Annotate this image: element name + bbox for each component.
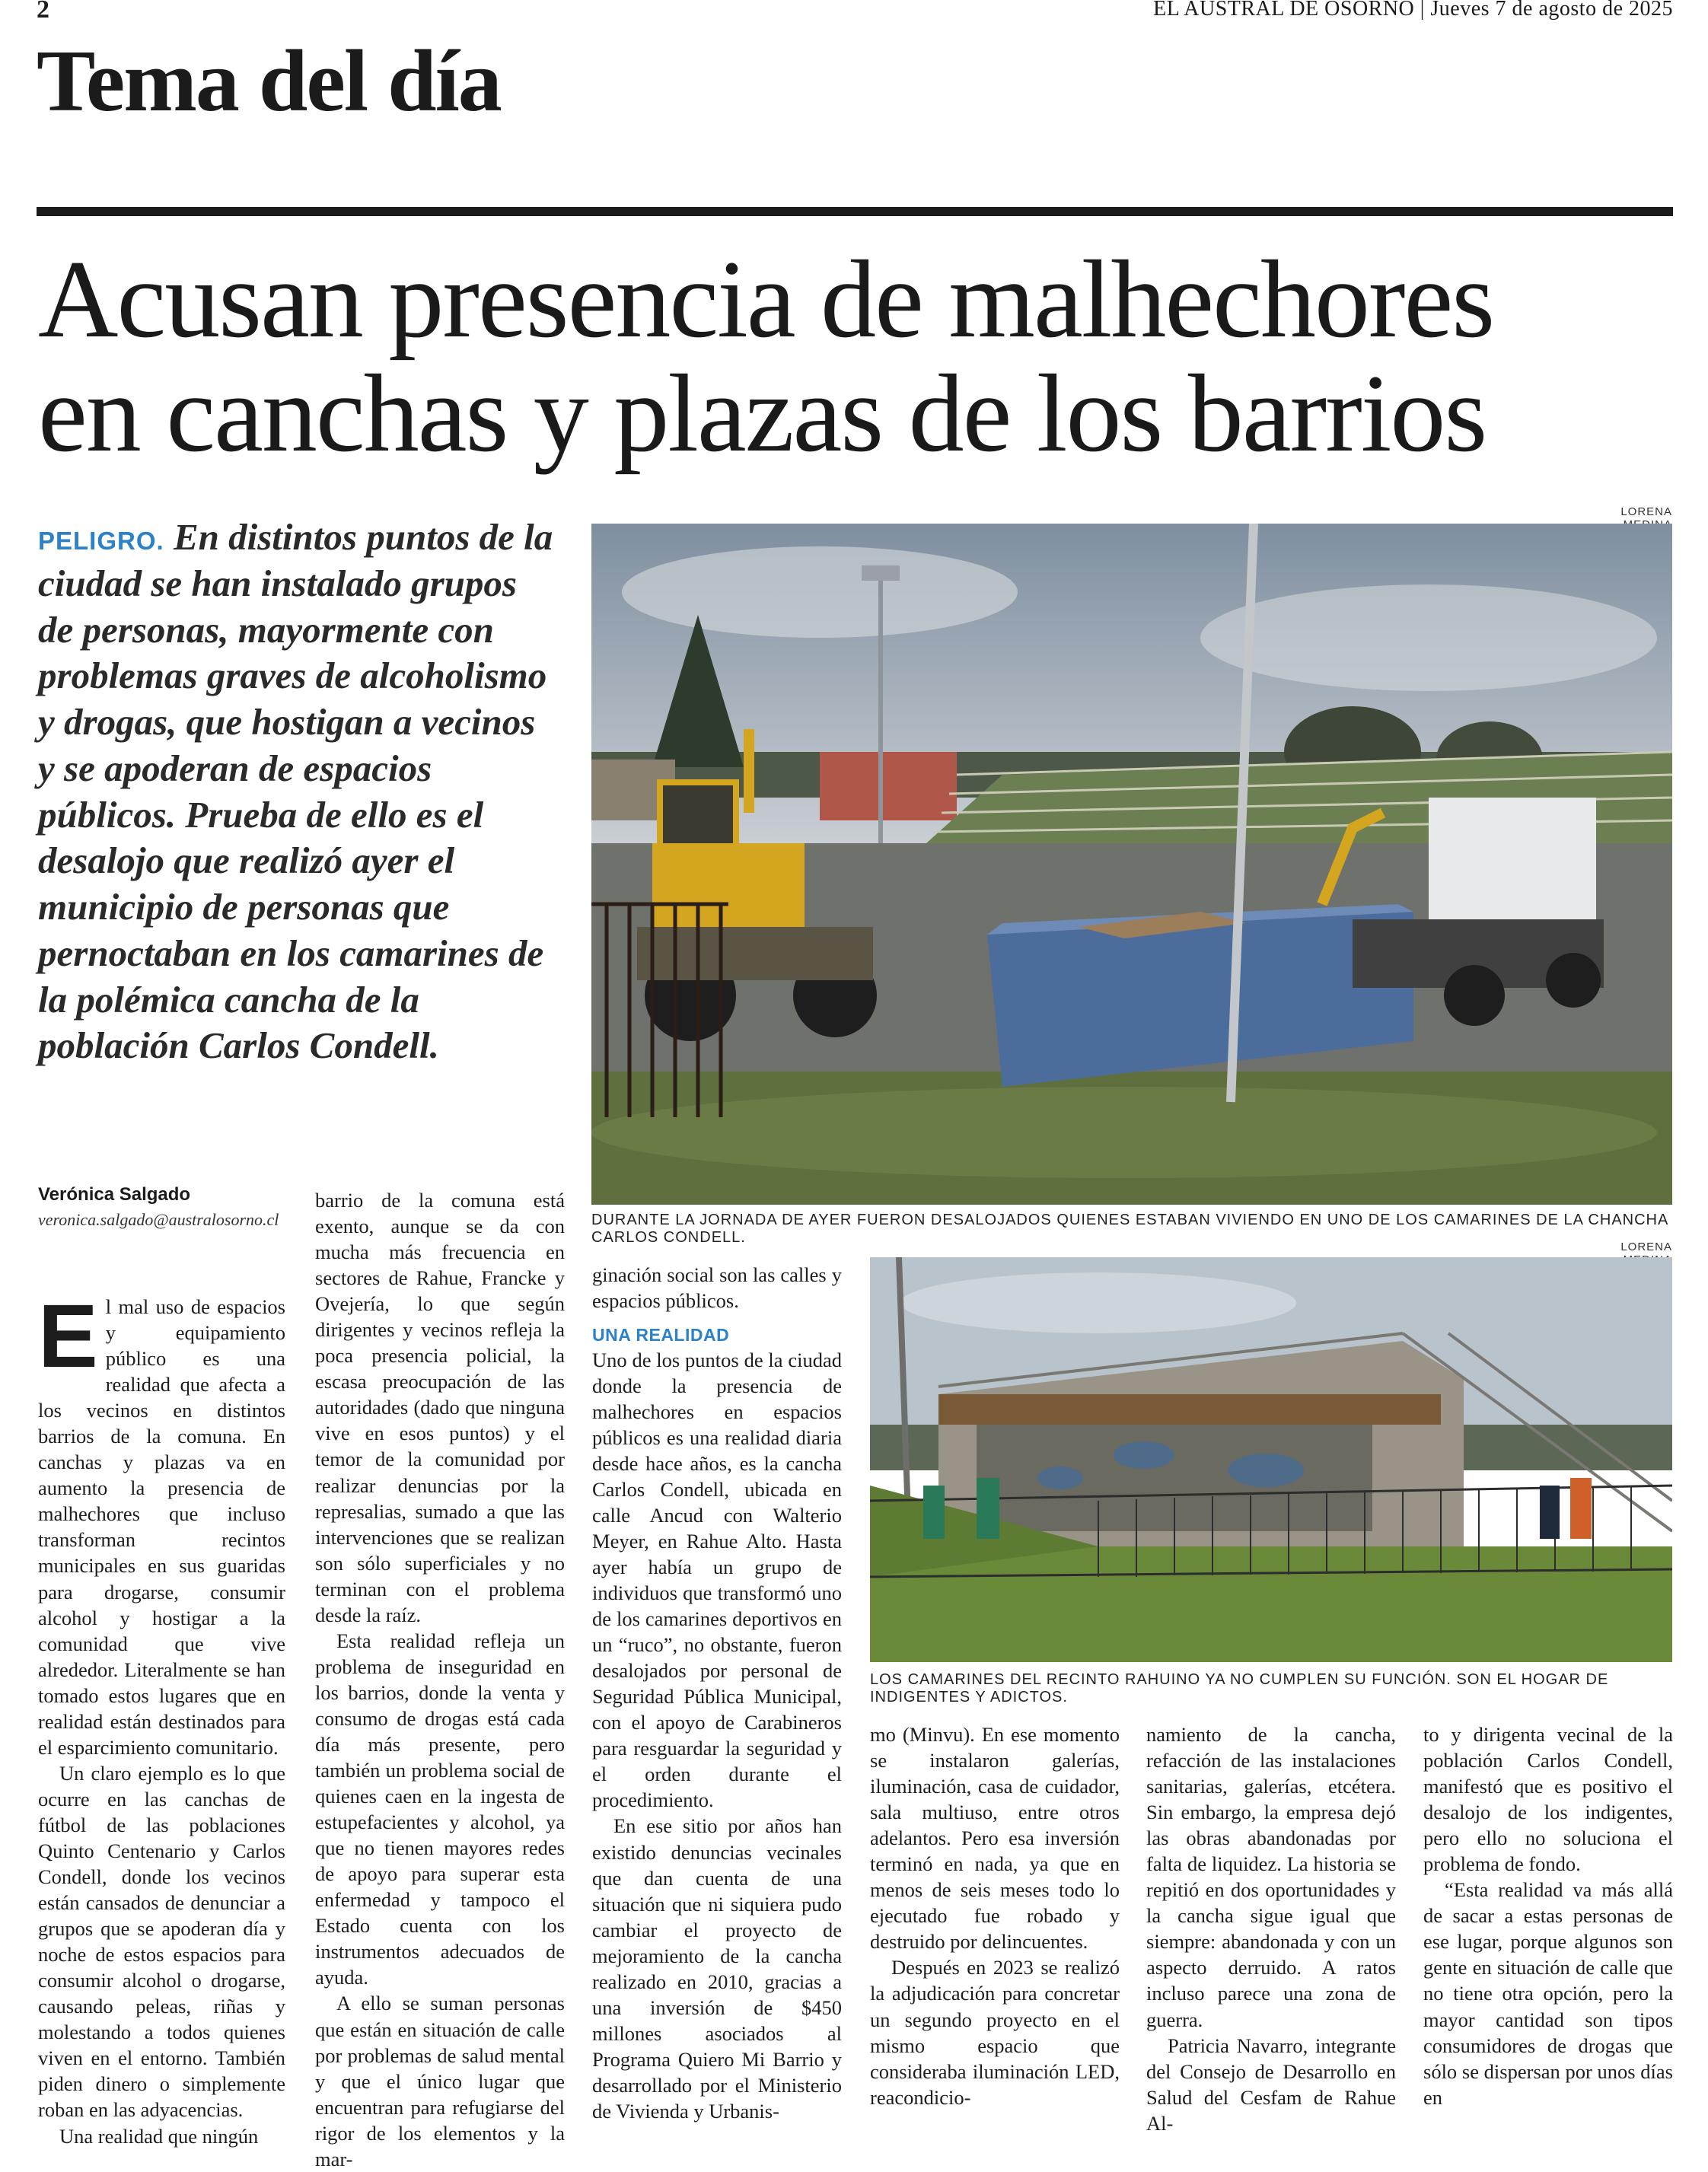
paragraph: ginación social son las calles y espacios públicos. bbox=[592, 1263, 842, 1313]
author-email: veronica.salgado@australosorno.cl bbox=[38, 1210, 279, 1229]
paragraph: Un claro ejemplo es lo que ocurre en las canchas de fútbol de las poblaciones Quinto Centenario y Carlos Condell, donde los vecinos están cansados de denunciar a grupos que se apoderan día y noche de estos espacios para consumir alcohol o drogarse, causando peleas, riñas y molestando a todos quienes viven en el entorno. También piden dinero o simplemente roban en las adyacencias. bbox=[38, 1761, 285, 2122]
page-number: 2 bbox=[37, 0, 49, 24]
body-column-3 bbox=[592, 1262, 842, 2124]
author-name: Verónica Salgado bbox=[38, 1184, 191, 1205]
body-column-1 bbox=[38, 1286, 285, 2149]
headline-line-2: en canchas y plazas de los barrios bbox=[38, 352, 1487, 476]
masthead bbox=[1153, 0, 1673, 21]
photo-field-demolition bbox=[591, 524, 1672, 1205]
photo-caption-2: LOS CAMARINES DEL RECINTO RAHUINO YA NO CUMPLEN SU FUNCIÓN. SON EL HOGAR DE INDIGENTES Y ADICTOS. bbox=[870, 1671, 1609, 1705]
paragraph: barrio de la comuna está exento, aunque se da con mucha más frecuencia en sectores de Rahue, Francke y Ovejería, lo que según dirigentes y vecinos refleja la poca presencia policial, la escasa preocupación de las autoridades (dado que ninguna vive en esos puntos) y el temor de la comunidad por realizar denuncias por la represalias, sumado a que las intervenciones que se realizan son sólo superficiales y no terminan con el problema desde la raíz. bbox=[315, 1189, 565, 1626]
body-column-6 bbox=[1423, 1721, 1673, 2110]
paragraph: Uno de los puntos de la ciudad donde la presencia de malhechores en espacios públicos es una realidad diaria desde hace años, es la cancha Carlos Condell, ubicada en calle Ancud con Walterio Meyer, en Rahue Alto. Hasta ayer había un grupo de individuos que transformó uno de los camarines deportivos en un “ruco”, no obstante, fueron desalojados por personal de Seguridad Pública Municipal, con el apoyo de Carabineros para resguardar la seguridad y el orden durante el procedimiento. bbox=[592, 1348, 842, 1812]
lede-kicker: PELIGRO. bbox=[38, 527, 164, 555]
headline bbox=[38, 237, 1682, 476]
paragraph: A ello se suman personas que están en situación de calle por problemas de salud mental y que el único lugar que encuentran para refugiarse del rigor de los elementos y la mar- bbox=[315, 1992, 565, 2170]
paragraph: Una realidad que ningún bbox=[59, 2124, 259, 2148]
drop-cap: E bbox=[38, 1286, 98, 1387]
lede-text: En distintos puntos de la ciudad se han instalado grupos de personas, mayormente con problemas graves de alcoholismo y drogas, que hostigan a vecinos y se apoderan de espacios públicos. Prueba de ello es el desalojo que realizó ayer el municipio de personas que pernoctaban en los camarines de la polémica cancha de la población Carlos Condell. bbox=[38, 516, 553, 1067]
masthead-separator: | bbox=[1420, 0, 1431, 21]
publication-name: EL AUSTRAL DE OSORNO bbox=[1153, 0, 1415, 21]
photo-locker-illustration bbox=[870, 1257, 1672, 1662]
section-title: Tema del día bbox=[37, 33, 501, 130]
paragraph: namiento de la cancha, refacción de las instalaciones sanitarias, galerías, etcétera. Sin embargo, la empresa dejó las obras abandonadas por falta de liquidez. La historia se repitió en dos oportunidades y la cancha sigue igual que siempre: abandonada y con un aspecto derruido. A ratos incluso parece una zona de guerra. bbox=[1146, 1723, 1396, 2031]
paragraph: Esta realidad refleja un problema de inseguridad en los barrios, donde la venta y consumo de drogas está cada día más presente, pero también un problema social de quienes caen en la ingesta de estupefacientes y alcohol, ya que no tienen mayores redes de apoyo para superar esta enfermedad y tampoco el Estado cuenta con los instrumentos adecuados de ayuda. bbox=[315, 1629, 565, 1989]
headline-line-1: Acusan presencia de malhechores bbox=[38, 237, 1494, 361]
byline bbox=[38, 1184, 297, 1230]
body-column-4 bbox=[870, 1721, 1120, 2110]
section-rule bbox=[37, 207, 1673, 216]
paragraph: to y dirigenta vecinal de la población Carlos Condell, manifestó que es positivo el desalojo de los indigentes, pero ello no soluciona el problema de fondo. bbox=[1423, 1723, 1673, 1876]
subheading: UNA REALIDAD bbox=[592, 1325, 730, 1346]
photo-credit-1: LORENA bbox=[1620, 505, 1672, 518]
body-column-5 bbox=[1146, 1721, 1396, 2136]
paragraph: l mal uso de espacios y equipamiento público es una realidad que afecta a los vecinos en distintos barrios de la comuna. En canchas y plazas va en aumento la presencia de malhechores que incluso transforman recintos municipales en sus guaridas para drogarse, consumir alcohol y hostigar a la comunidad que vive alrededor. Literalmente se han tomado estos lugares que en realidad están destinados para el esparcimiento comunitario. bbox=[38, 1295, 285, 1759]
paragraph: Después en 2023 se realizó la adjudicación para concretar un segundo proyecto en el mismo espacio que consideraba iluminación LED, reacondicio- bbox=[870, 1956, 1120, 2109]
photo-caption-1: DURANTE LA JORNADA DE AYER FUERON DESALOJADOS QUIENES ESTABAN VIVIENDO EN UNO DE LOS CAMARINES DE LA CHANCHA CARLOS CONDELL. bbox=[591, 1212, 1668, 1246]
body-column-2 bbox=[315, 1187, 565, 2172]
paragraph: Patricia Navarro, integrante del Consejo de Desarrollo en Salud del Cesfam de Rahue Al- bbox=[1146, 2033, 1396, 2135]
paragraph: mo (Minvu). En ese momento se instalaron galerías, iluminación, casa de cuidador, sala multiuso, entre otros adelantos. Pero esa inversión terminó en nada, ya que en menos de seis meses todo lo ejecutado fue robado y destruido por delincuentes. bbox=[870, 1723, 1120, 1954]
photo-field-illustration bbox=[591, 524, 1672, 1205]
issue-date: Jueves 7 de agosto de 2025 bbox=[1430, 0, 1673, 21]
lede bbox=[38, 514, 556, 1069]
paragraph: En ese sitio por años han existido denuncias vecinales que dan cuenta de una situación que ni siquiera pudo cambiar el proyecto de mejoramiento de la cancha realizado en 2010, gracias a una inversión de $450 millones asociados al Programa Quiero Mi Barrio y desarrollado por el Ministerio de Vivienda y Urbanis- bbox=[592, 1814, 842, 2123]
photo-credit-2: LORENA bbox=[1620, 1240, 1672, 1253]
paragraph: “Esta realidad va más allá de sacar a estas personas de ese lugar, porque algunos son gente en situación de calle que no tiene otra opción, pero la mayor cantidad son tipos consumidores de drogas que sólo se dispersan por unos días en bbox=[1423, 1878, 1673, 2109]
photo-locker-rooms bbox=[870, 1257, 1672, 1662]
